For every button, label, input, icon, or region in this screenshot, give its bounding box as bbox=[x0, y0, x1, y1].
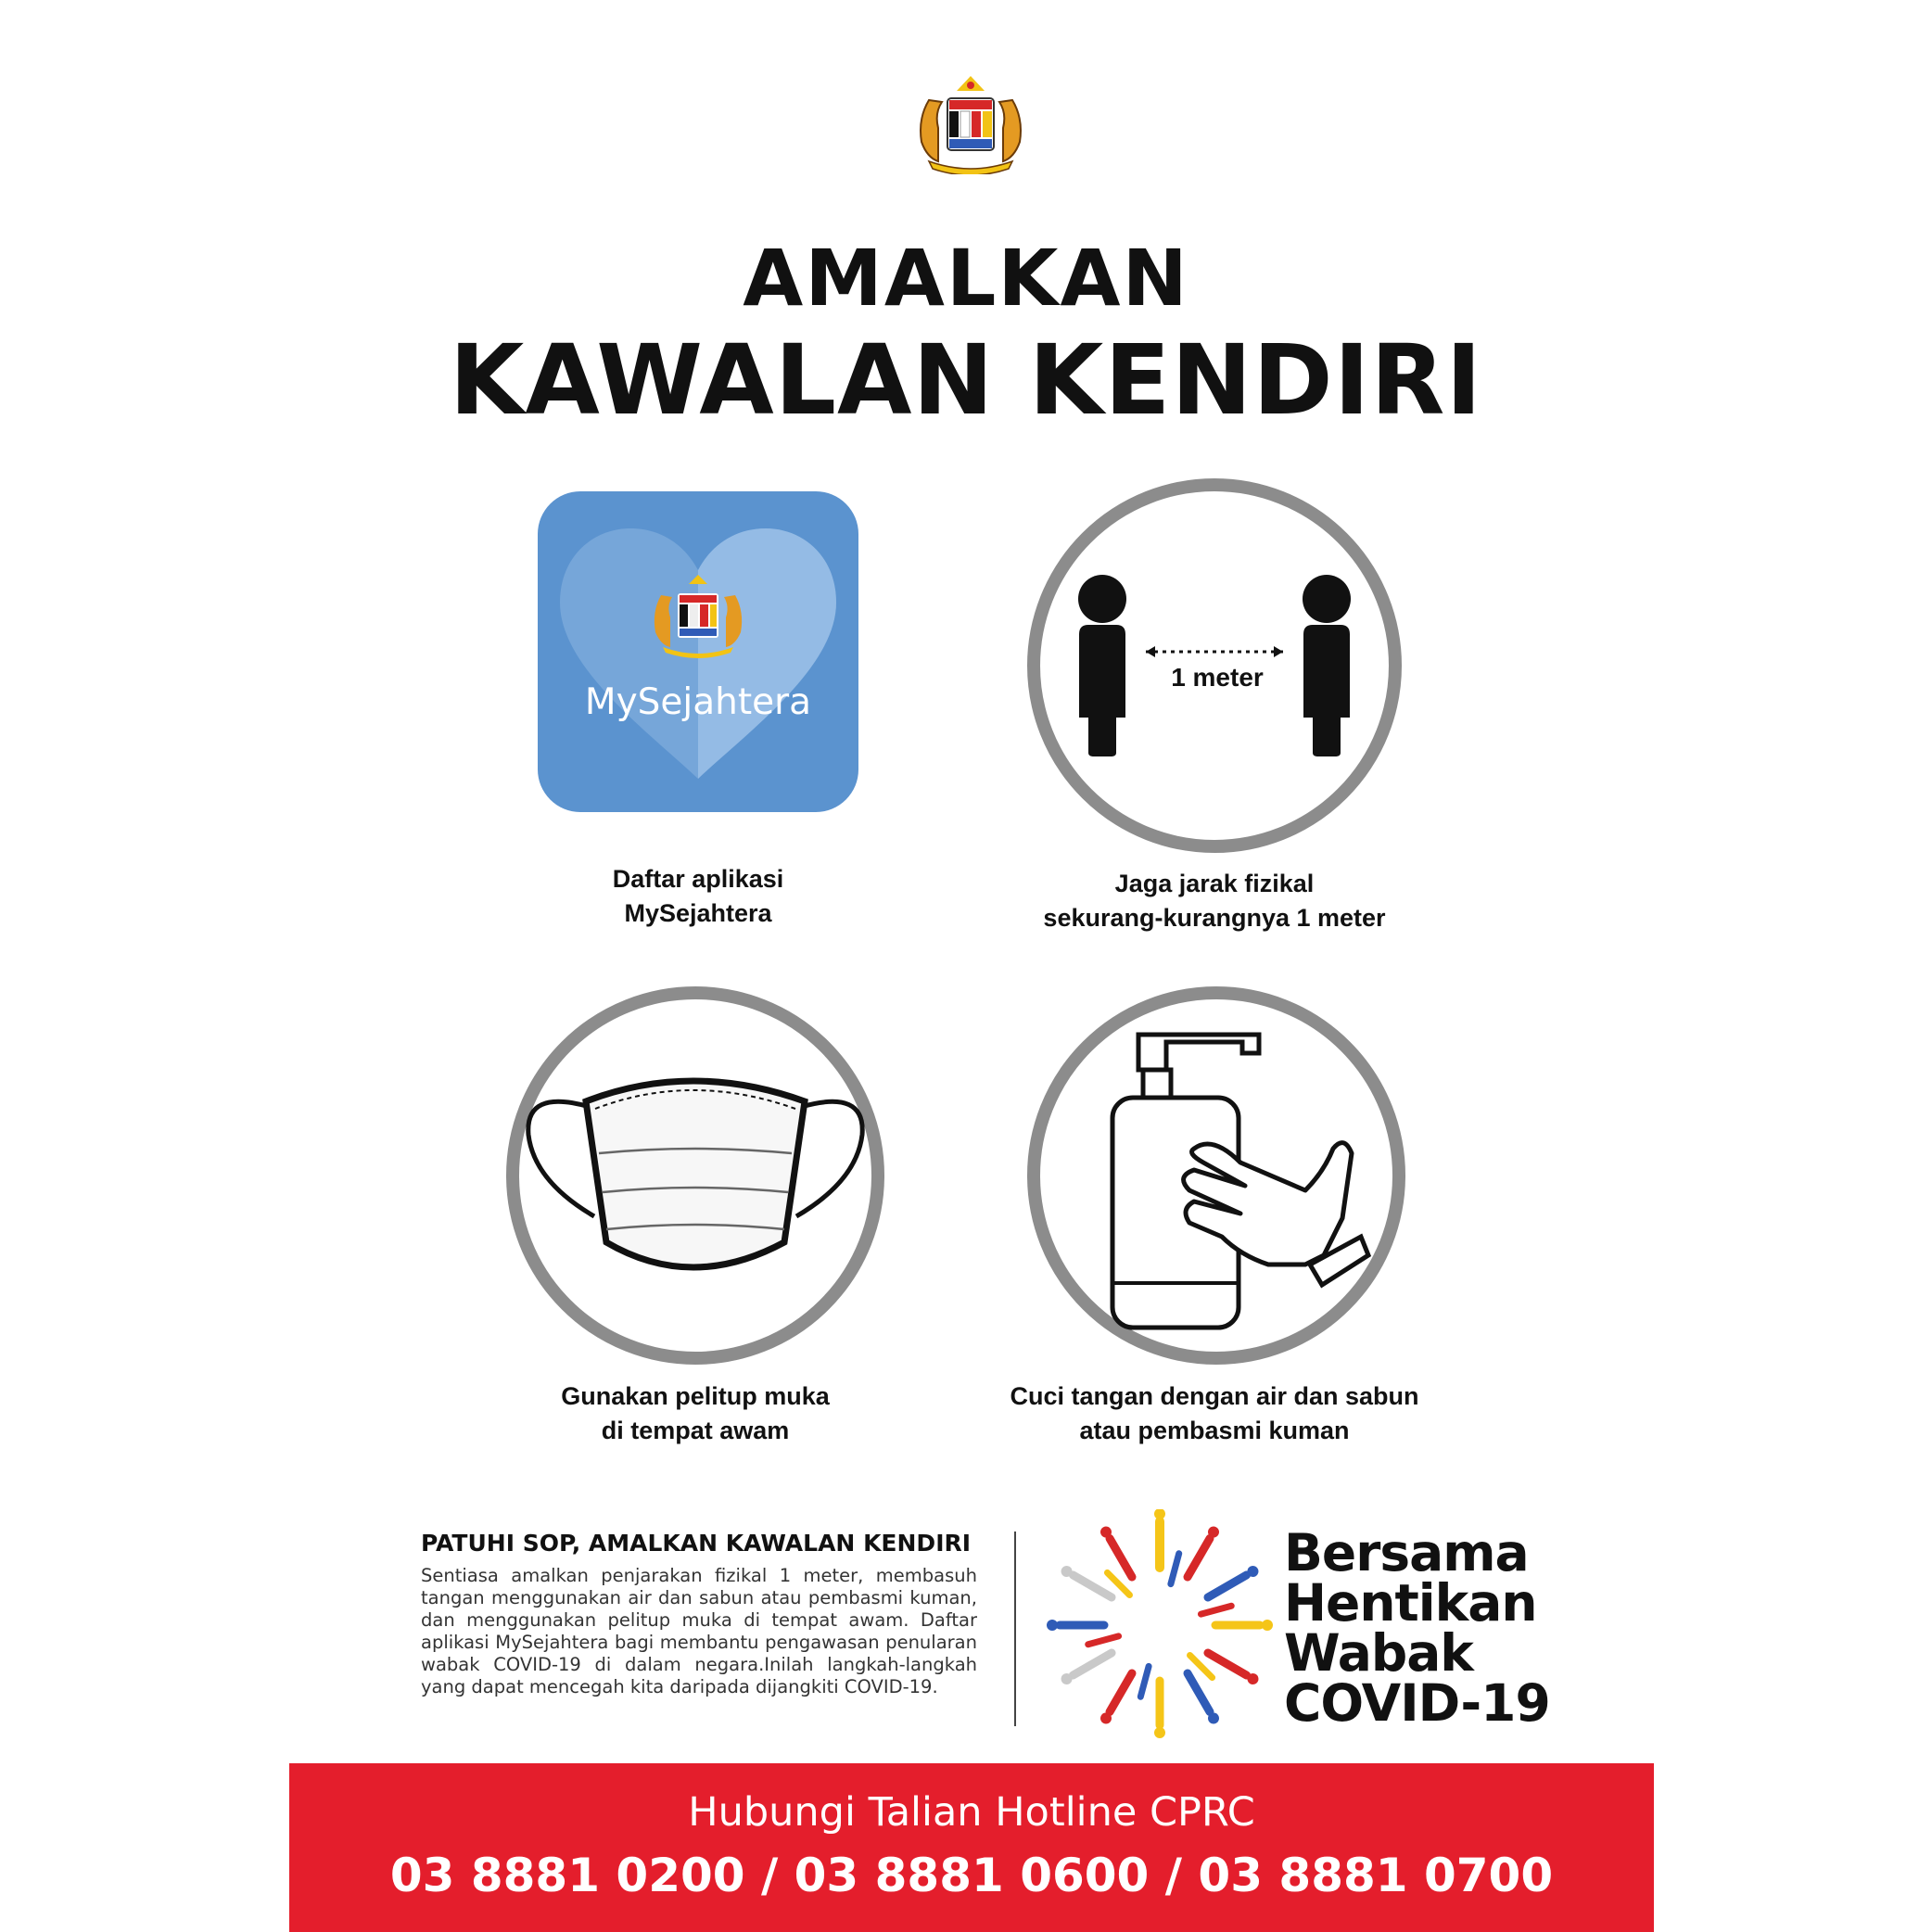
mysejahtera-app-icon bbox=[538, 491, 858, 812]
caption-line: MySejahtera bbox=[624, 899, 772, 927]
caption-line: Jaga jarak fizikal bbox=[1114, 870, 1315, 897]
campaign-logo-icon bbox=[1044, 1509, 1276, 1741]
coat-of-arms-logo bbox=[901, 72, 1040, 174]
caption-face-mask bbox=[491, 1379, 899, 1448]
distance-label: 1 meter bbox=[1171, 663, 1264, 692]
sanitizer-hands-icon bbox=[1027, 986, 1405, 1365]
caption-hand-wash bbox=[946, 1379, 1483, 1448]
campaign-line: Hentikan bbox=[1284, 1573, 1537, 1633]
campaign-line: COVID-19 bbox=[1284, 1673, 1550, 1733]
caption-line: Cuci tangan dengan air dan sabun bbox=[1010, 1382, 1419, 1410]
campaign-text bbox=[1284, 1523, 1550, 1733]
mask-icon bbox=[506, 986, 884, 1365]
caption-line: Gunakan pelitup muka bbox=[561, 1382, 830, 1410]
app-name-label: MySejahtera bbox=[584, 681, 812, 723]
hotline-banner bbox=[289, 1763, 1654, 1932]
heart-icon bbox=[538, 491, 858, 812]
hotline-numbers: 03 8881 0200 / 03 8881 0600 / 03 8881 0700 bbox=[389, 1849, 1554, 1902]
sop-title: PATUHI SOP, AMALKAN KAWALAN KENDIRI bbox=[421, 1530, 972, 1557]
caption-line: atau pembasmi kuman bbox=[1079, 1417, 1350, 1444]
sop-body: Sentiasa amalkan penjarakan fizikal 1 meter, membasuh tangan menggunakan air dan sabun atau pembasmi kuman, dan menggunakan pelitup muka di tempat awam. Daftar aplikasi MySejahtera bagi membantu pengawasan penularan wabak COVID-19 di dalam negara.Inilah langkah-langkah yang dapat mencegah kita daripada dijangkiti COVID-19. bbox=[421, 1565, 977, 1697]
caption-line: sekurang-kurangnya 1 meter bbox=[1043, 904, 1386, 932]
caption-line: di tempat awam bbox=[601, 1417, 790, 1444]
hotline-label: Hubungi Talian Hotline CPRC bbox=[688, 1789, 1255, 1836]
title-line-2: KAWALAN KENDIRI bbox=[449, 324, 1483, 437]
title-line-1: AMALKAN bbox=[743, 233, 1189, 324]
campaign-line: Wabak bbox=[1284, 1623, 1473, 1683]
caption-physical-distance bbox=[983, 867, 1446, 935]
caption-register-app bbox=[513, 862, 883, 931]
campaign-line: Bersama bbox=[1284, 1523, 1529, 1582]
divider bbox=[1014, 1532, 1016, 1726]
caption-line: Daftar aplikasi bbox=[612, 865, 784, 893]
